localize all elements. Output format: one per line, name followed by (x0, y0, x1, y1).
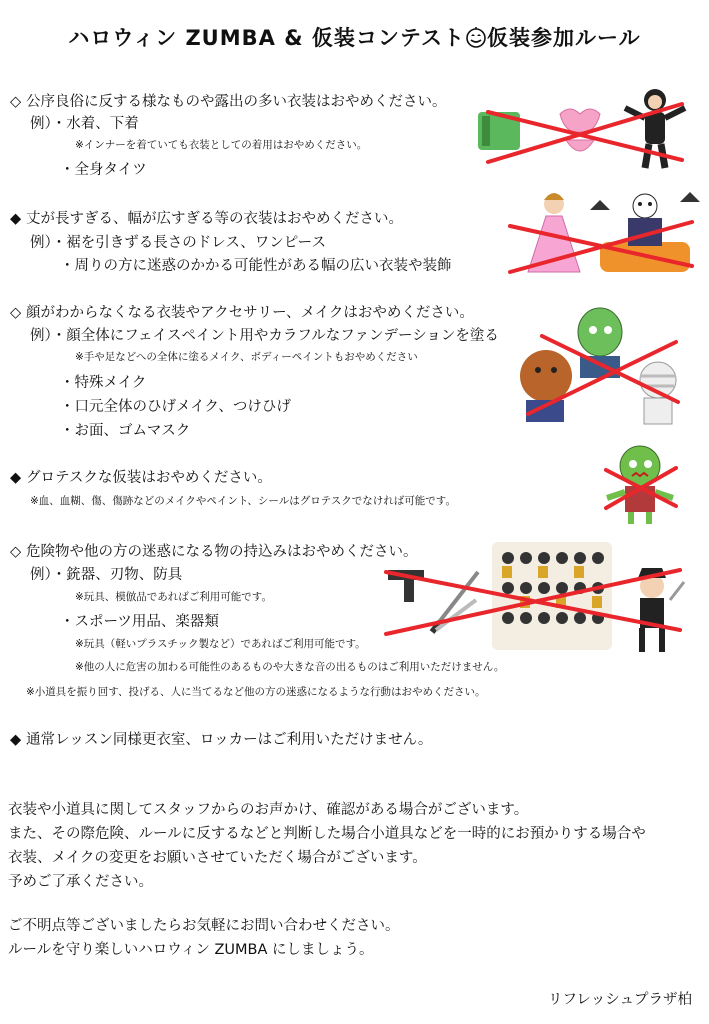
heading-text: グロテスクな仮装はおやめください。 (26, 470, 272, 486)
section-1-line: 例）・水着、下着 (30, 116, 139, 132)
section-3-note: ※手や足などへの全体に塗るメイク、ボディーペイントもおやめください (75, 351, 418, 363)
section-1-heading (10, 90, 447, 111)
weapons-instruments-illustration (380, 530, 690, 660)
section-1-note: ※インナーを着ていても衣装としての着用はおやめください。 (75, 139, 368, 151)
section-3-line: ・お面、ゴムマスク (60, 423, 191, 439)
heading-text: 顔がわからなくなる衣装やアクセサリー、メイクはおやめください。 (26, 305, 474, 321)
contact-line: ご不明点等ございましたらお気軽にお問い合わせください。 (8, 918, 400, 934)
section-3-heading (10, 301, 474, 322)
heading-text: 丈が長すぎる、幅が広すぎる等の衣装はおやめください。 (26, 211, 403, 227)
section-5-note: ※小道具を振り回す、投げる、人に当てるなど他の方の迷惑になるような行動はおやめください。 (26, 686, 486, 698)
closing-line: また、その際危険、ルールに反するなどと判断した場合小道具などを一時的にお預かりする場合や (8, 826, 646, 842)
bullet: ◆ (10, 211, 22, 227)
closing-line: 予めご了承ください。 (8, 874, 153, 890)
section-5-line: ・スポーツ用品、楽器類 (60, 614, 219, 630)
heading-text: 公序良俗に反する様なものや露出の多い衣装はおやめください。 (26, 94, 447, 110)
zombie-illustration (598, 440, 683, 528)
heading-text: 通常レッスン同様更衣室、ロッカーはご利用いただけません。 (26, 732, 433, 748)
bullet: ◇ (10, 544, 22, 560)
section-5-note: ※玩具、模倣品であればご利用可能です。 (75, 591, 272, 603)
section-4-heading (10, 466, 272, 487)
jack-o-lantern-icon (465, 26, 487, 48)
section-2-line: ・周りの方に迷惑のかかる可能性がある幅の広い衣装や装飾 (60, 258, 452, 274)
title-main: ハロウィン ZUMBA & 仮装コンテスト (68, 26, 465, 50)
bullet: ◆ (10, 470, 22, 486)
section-5-heading (10, 540, 418, 561)
contact-line: ルールを守り楽しいハロウィン ZUMBA にしましょう。 (8, 942, 374, 958)
dress-illustration (500, 182, 700, 280)
closing-line: 衣装や小道具に関してスタッフからのお声かけ、確認がある場合がございます。 (8, 802, 529, 818)
section-5-note: ※他の人に危害の加わる可能性のあるものや大きな音の出るものはご利用いただけません。 (75, 661, 505, 673)
bullet: ◇ (10, 305, 22, 321)
closing-line: 衣装、メイクの変更をお願いさせていただく場合がございます。 (8, 850, 427, 866)
section-1-line: ・全身タイツ (60, 162, 147, 178)
monster-makeup-illustration (508, 302, 698, 432)
section-2-heading (10, 207, 403, 228)
swimwear-illustration (470, 82, 695, 172)
heading-text: 危険物や他の方の迷惑になる物の持込みはおやめください。 (26, 544, 418, 560)
section-3-line: 例）・顔全体にフェイスペイント用やカラフルなファンデーションを塗る (30, 328, 499, 344)
title-suffix: 仮装参加ルール (487, 26, 641, 50)
section-4-note: ※血、血糊、傷、傷跡などのメイクやペイント、シールはグロテスクでなければ可能です。 (30, 495, 456, 507)
section-5-note: ※玩具（軽いプラスチック製など）であればご利用可能です。 (75, 638, 366, 650)
section-3-line: ・口元全体のひげメイク、つけひげ (60, 399, 291, 415)
page-title (0, 22, 709, 52)
section-3-line: ・特殊メイク (60, 375, 147, 391)
section-2-line: 例）・裾を引きずる長さのドレス、ワンピース (30, 235, 326, 251)
signature: リフレッシュプラザ柏 (548, 992, 692, 1008)
section-6-heading (10, 728, 432, 749)
bullet: ◆ (10, 732, 22, 748)
bullet: ◇ (10, 94, 22, 110)
section-5-line: 例）・銃器、刃物、防具 (30, 567, 183, 583)
